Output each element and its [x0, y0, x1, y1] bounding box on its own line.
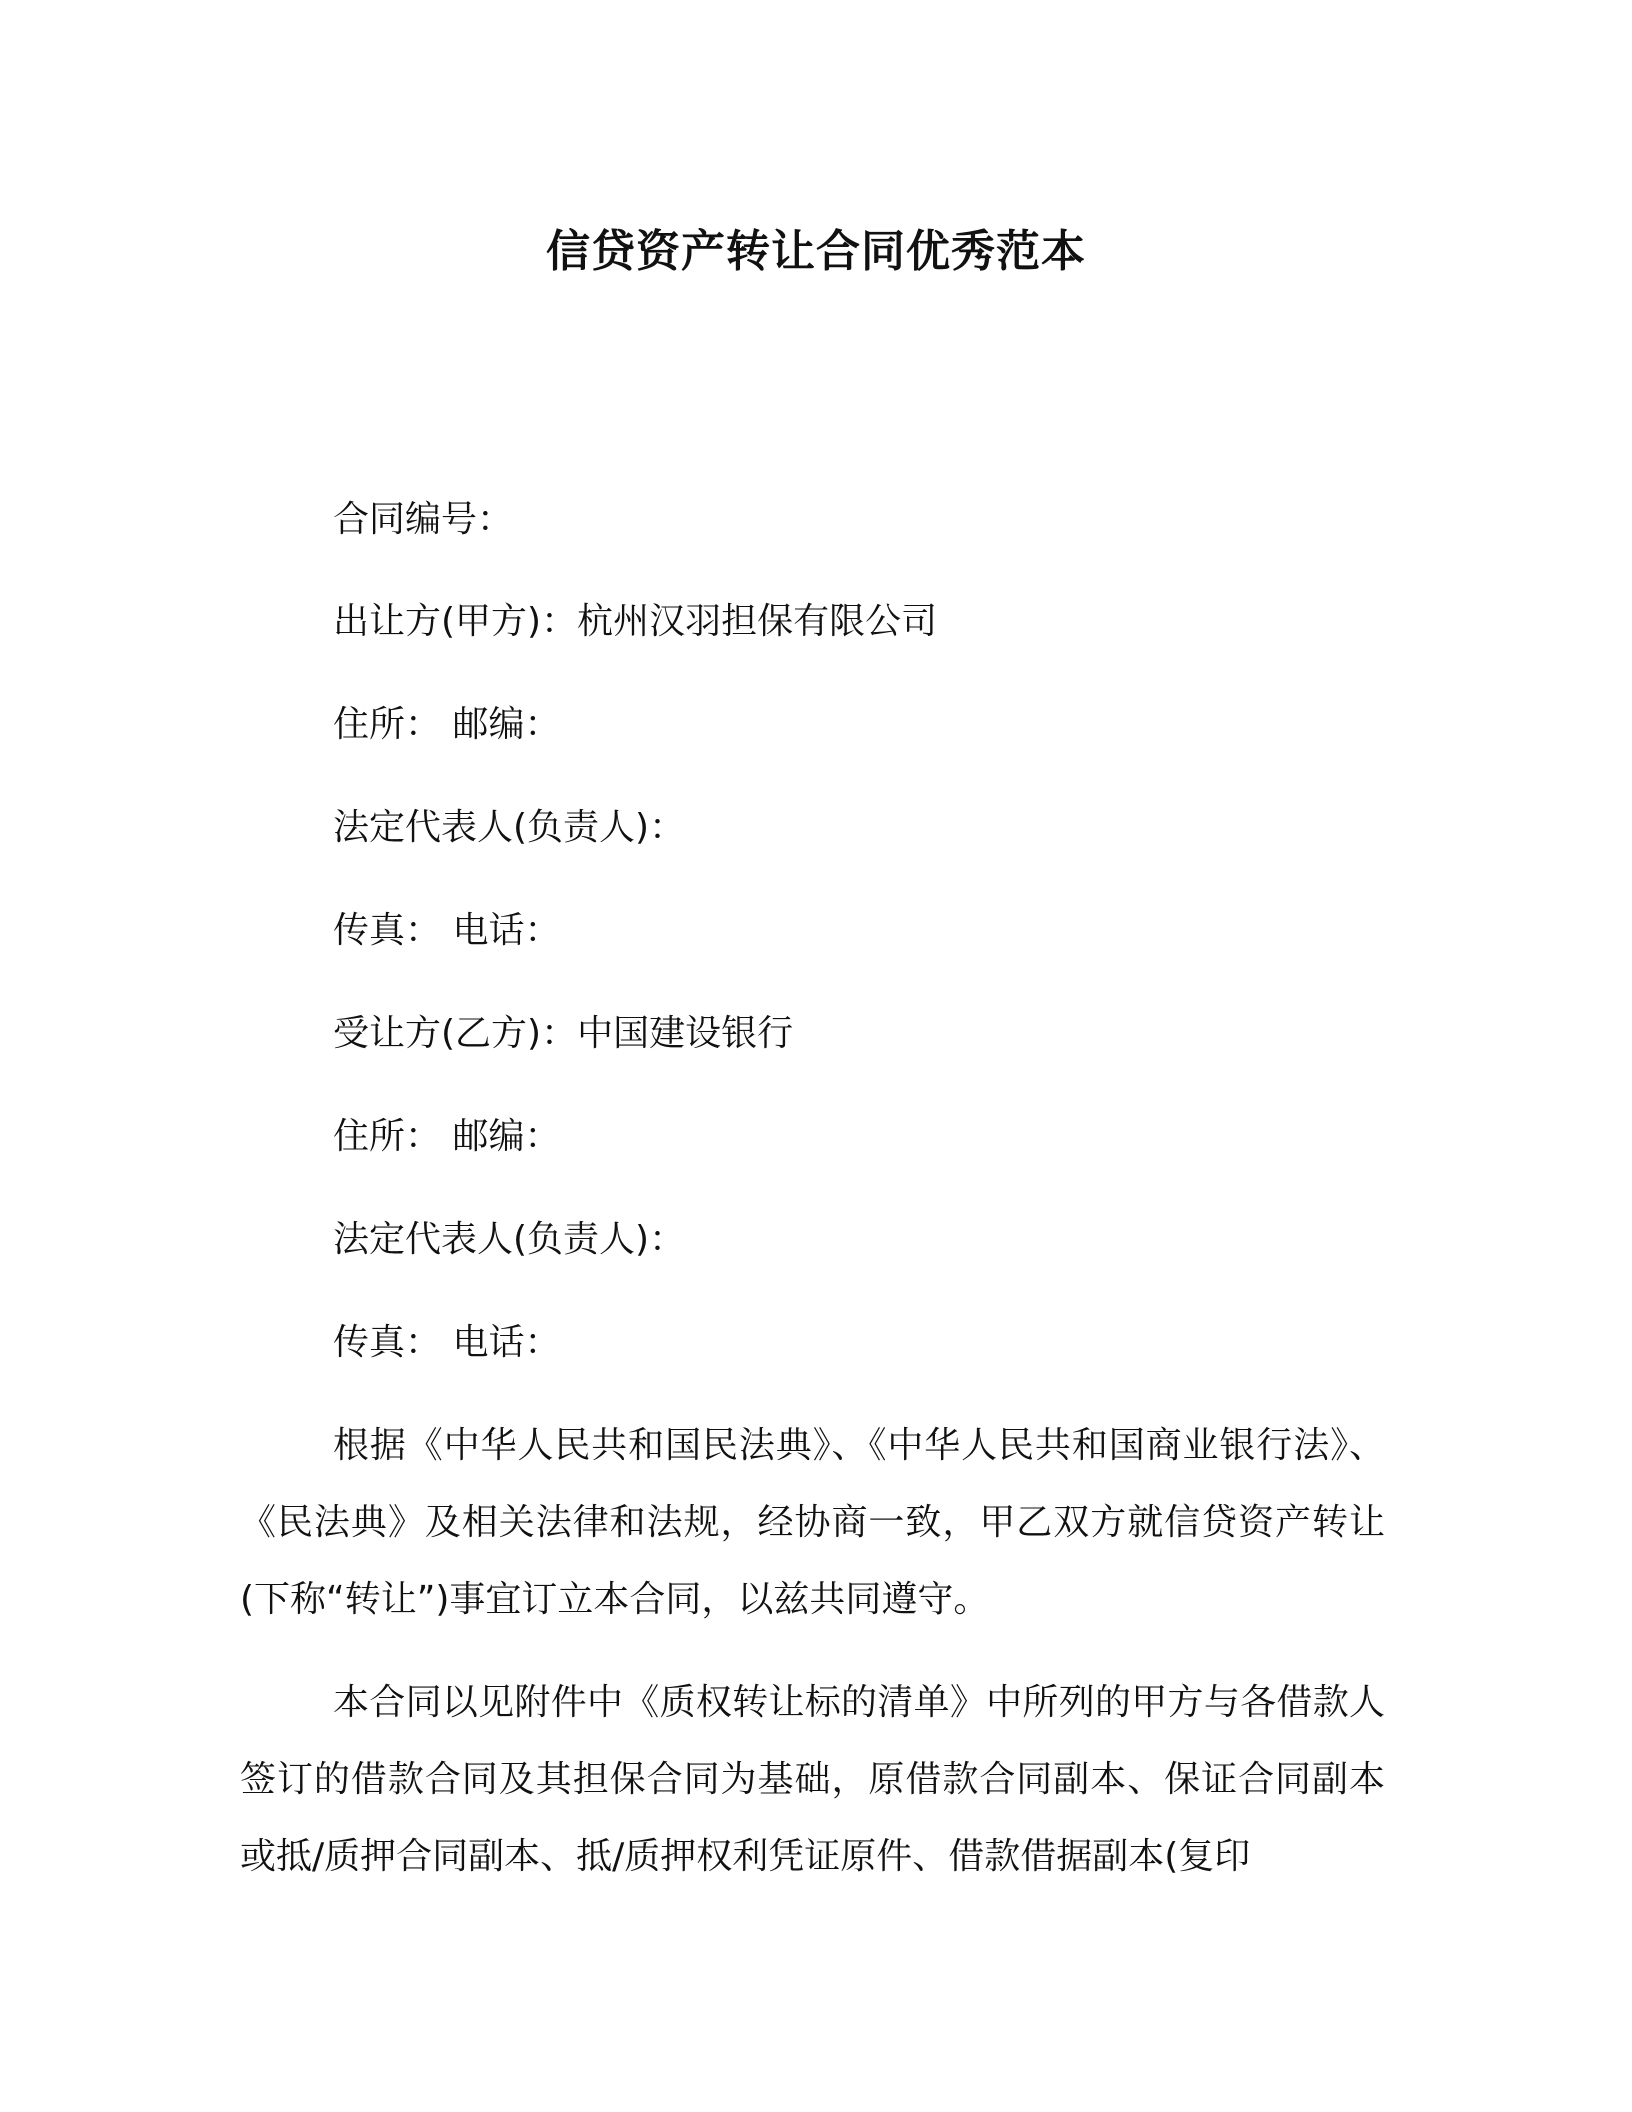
transferor-address-field: 住所： 邮编： [333, 704, 561, 745]
transferor-legal-rep-field: 法定代表人(负责人)： [333, 807, 686, 848]
document-title: 信贷资产转让合同优秀范本 [546, 226, 1086, 277]
transferee-legal-rep-field: 法定代表人(负责人)： [333, 1219, 686, 1260]
preamble-paragraph: 根据《中华人民共和国民法典》、《中华人民共和国商业银行法》、《民法典》及相关法律和法规，经协商一致，甲乙双方就信贷资产转让(下称“转让”)事宜订立本合同，以兹共同遵守。 [240, 1425, 1385, 1620]
transferor-fax-phone-field: 传真： 电话： [333, 910, 561, 951]
transferor-field: 出让方(甲方)：杭州汉羽担保有限公司 [333, 601, 938, 642]
contract-number-field: 合同编号： [333, 499, 514, 540]
transferee-fax-phone-field: 传真： 电话： [333, 1322, 561, 1363]
basis-paragraph: 本合同以见附件中《质权转让标的清单》中所列的甲方与各借款人签订的借款合同及其担保合同为基础，原借款合同副本、保证合同副本或抵/质押合同副本、抵/质押权利凭证原件、借款借据副本(复印 [240, 1682, 1385, 1877]
transferee-address-field: 住所： 邮编： [333, 1116, 561, 1157]
transferee-field: 受让方(乙方)：中国建设银行 [333, 1013, 794, 1054]
